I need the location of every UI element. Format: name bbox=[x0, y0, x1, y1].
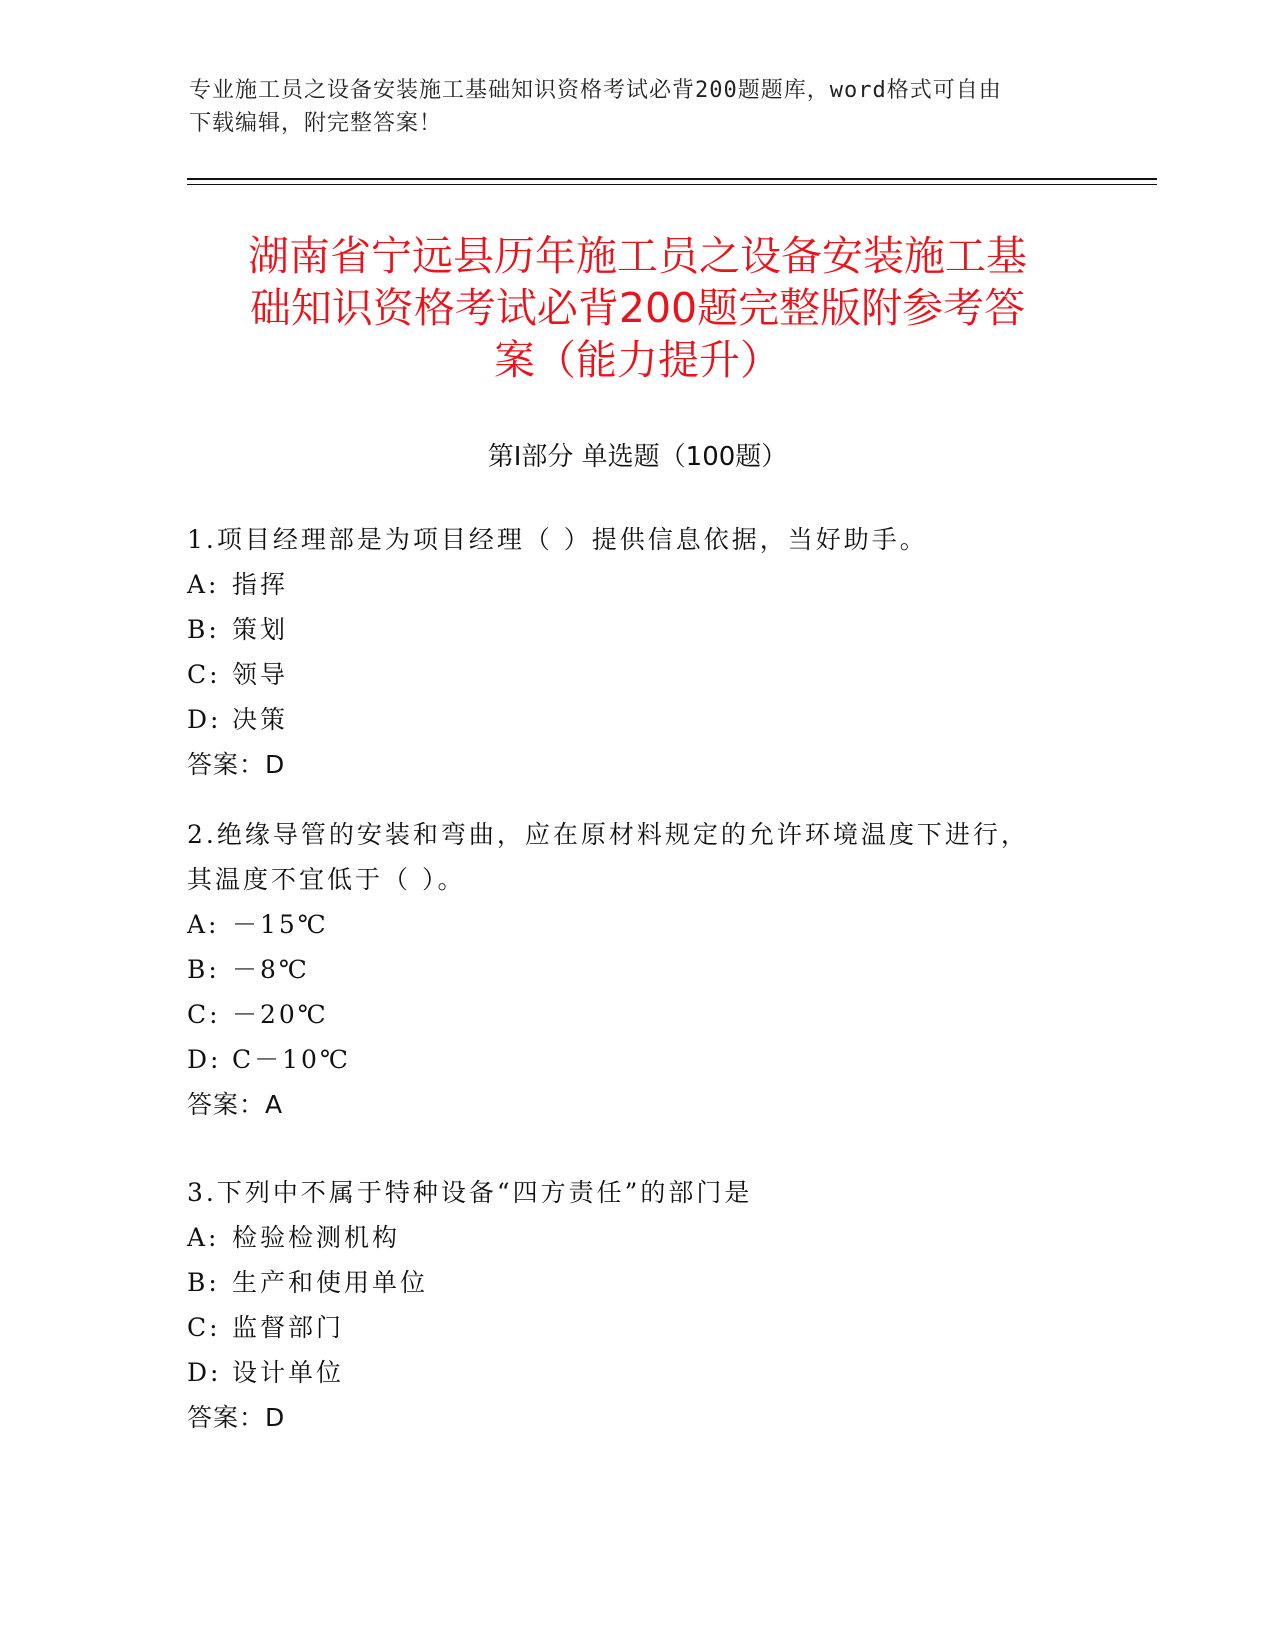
option-text: －20℃ bbox=[232, 1000, 329, 1029]
option-text: 策划 bbox=[232, 615, 289, 644]
option-key: B: bbox=[187, 955, 220, 984]
option-text: 领导 bbox=[232, 660, 289, 689]
option-text: C－10℃ bbox=[232, 1045, 351, 1074]
question-stem: 1.项目经理部是为项目经理（ ）提供信息依据，当好助手。 bbox=[187, 525, 928, 554]
document-title-line-1: 湖南省宁远县历年施工员之设备安装施工基 bbox=[248, 232, 1027, 280]
header-note-line-2: 下载编辑，附完整答案！ bbox=[189, 111, 443, 136]
document-title-line-2: 础知识资格考试必背200题完整版附参考答 bbox=[249, 284, 1026, 332]
option-text: －8℃ bbox=[232, 955, 310, 984]
header-divider-thin bbox=[187, 184, 1157, 185]
option-a bbox=[187, 1215, 1087, 1260]
option-c bbox=[187, 652, 1087, 697]
option-key: B: bbox=[187, 615, 220, 644]
question-1 bbox=[187, 517, 1087, 787]
question-stem-line-2: 其温度不宜低于（ ）。 bbox=[187, 865, 466, 894]
option-c bbox=[187, 1305, 1087, 1350]
option-text: 生产和使用单位 bbox=[232, 1268, 429, 1297]
option-key: C: bbox=[187, 1000, 221, 1029]
option-key: D: bbox=[187, 1045, 222, 1074]
question-2 bbox=[187, 812, 1087, 1127]
question-stem-line-1: 2.绝缘导管的安装和弯曲，应在原材料规定的允许环境温度下进行， bbox=[187, 820, 1029, 849]
option-key: A: bbox=[187, 1223, 220, 1252]
option-key: D: bbox=[187, 1358, 222, 1387]
option-b bbox=[187, 947, 1087, 992]
document-title bbox=[170, 230, 1105, 386]
option-b bbox=[187, 1260, 1087, 1305]
option-d bbox=[187, 697, 1087, 742]
option-b bbox=[187, 607, 1087, 652]
option-key: B: bbox=[187, 1268, 220, 1297]
option-text: 指挥 bbox=[232, 570, 289, 599]
option-key: C: bbox=[187, 660, 221, 689]
question-3 bbox=[187, 1170, 1087, 1440]
option-text: 决策 bbox=[232, 705, 289, 734]
header-note-line-1: 专业施工员之设备安装施工基础知识资格考试必背200题题库，word格式可自由 bbox=[189, 78, 1002, 103]
option-text: 监督部门 bbox=[232, 1313, 345, 1342]
option-text: －15℃ bbox=[232, 910, 329, 939]
option-key: D: bbox=[187, 705, 222, 734]
question-stem: 3.下列中不属于特种设备“四方责任”的部门是 bbox=[187, 1178, 753, 1207]
option-key: C: bbox=[187, 1313, 221, 1342]
option-a bbox=[187, 562, 1087, 607]
option-text: 检验检测机构 bbox=[232, 1223, 401, 1252]
document-title-line-3: 案（能力提升） bbox=[494, 336, 781, 384]
option-d bbox=[187, 1350, 1087, 1395]
answer-label: 答案：A bbox=[187, 1090, 284, 1119]
answer-label: 答案：D bbox=[187, 750, 286, 779]
section-heading: 第Ⅰ部分 单选题（100题） bbox=[487, 442, 788, 472]
header-divider-thick bbox=[187, 178, 1157, 180]
option-d bbox=[187, 1037, 1087, 1082]
option-c bbox=[187, 992, 1087, 1037]
header-note bbox=[189, 74, 1069, 140]
option-a bbox=[187, 902, 1087, 947]
answer-label: 答案：D bbox=[187, 1403, 286, 1432]
option-key: A: bbox=[187, 910, 220, 939]
option-key: A: bbox=[187, 570, 220, 599]
option-text: 设计单位 bbox=[232, 1358, 345, 1387]
